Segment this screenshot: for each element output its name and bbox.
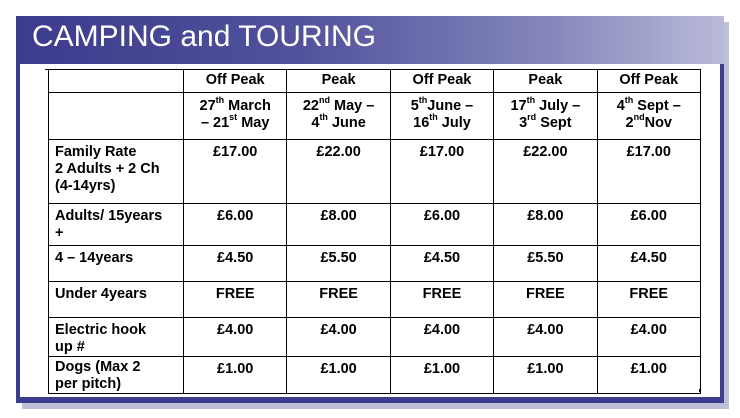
price-cell: £17.00	[184, 140, 287, 204]
price-cell: £5.50	[494, 246, 597, 282]
frame-shadow-bottom	[22, 403, 729, 409]
price-cell: FREE	[390, 282, 493, 318]
price-cell: £4.50	[597, 246, 700, 282]
season-header: Peak	[287, 70, 390, 93]
price-cell: FREE	[287, 282, 390, 318]
date-blank-cell	[49, 93, 184, 140]
price-cell: £17.00	[597, 140, 700, 204]
table-row-family-rate	[49, 140, 701, 204]
price-cell: £22.00	[494, 140, 597, 204]
table-row-adults	[49, 204, 701, 246]
price-cell: £4.50	[390, 246, 493, 282]
table-row-dogs	[49, 357, 701, 394]
season-header-row	[49, 70, 701, 93]
price-cell: FREE	[184, 282, 287, 318]
row-label: Electric hook up #	[49, 318, 184, 357]
price-cell: £8.00	[494, 204, 597, 246]
price-cell: £1.00	[597, 357, 700, 394]
price-cell: £1.00	[390, 357, 493, 394]
banner-title: CAMPING and TOURING	[32, 20, 376, 53]
price-cell: £4.50	[184, 246, 287, 282]
price-cell: £4.00	[287, 318, 390, 357]
price-cell: FREE	[597, 282, 700, 318]
price-cell: FREE	[494, 282, 597, 318]
price-cell: £6.00	[184, 204, 287, 246]
season-header: Off Peak	[390, 70, 493, 93]
price-cell: £4.00	[597, 318, 700, 357]
price-cell: £8.00	[287, 204, 390, 246]
row-label: Family Rate 2 Adults + 2 Ch (4-14yrs)	[49, 140, 184, 204]
row-label: Adults/ 15years +	[49, 204, 184, 246]
table-row-under-4	[49, 282, 701, 318]
row-label: Dogs (Max 2 per pitch)	[49, 357, 184, 394]
price-cell: £6.00	[390, 204, 493, 246]
season-header: Off Peak	[597, 70, 700, 93]
row-label: Under 4years	[49, 282, 184, 318]
title-banner	[16, 16, 724, 64]
date-range-row	[49, 93, 701, 140]
header-blank-cell	[49, 70, 184, 93]
price-cell: £1.00	[494, 357, 597, 394]
frame-shadow-right	[724, 22, 729, 409]
price-cell: £1.00	[287, 357, 390, 394]
date-range-cell: 5thJune – 16th July	[390, 93, 493, 140]
date-range-cell: 4th Sept – 2ndNov	[597, 93, 700, 140]
price-cell: £4.00	[184, 318, 287, 357]
price-table	[48, 69, 701, 394]
price-cell: £22.00	[287, 140, 390, 204]
row-label: 4 – 14years	[49, 246, 184, 282]
price-cell: £17.00	[390, 140, 493, 204]
price-cell: £6.00	[597, 204, 700, 246]
date-range-cell: 17th July – 3rd Sept	[494, 93, 597, 140]
season-header: Peak	[494, 70, 597, 93]
price-cell: £4.00	[494, 318, 597, 357]
date-range-cell: 27th March – 21st May	[184, 93, 287, 140]
table-row-children	[49, 246, 701, 282]
date-range-cell: 22nd May – 4th June	[287, 93, 390, 140]
price-cell: £4.00	[390, 318, 493, 357]
table-row-electric-hookup	[49, 318, 701, 357]
price-cell: £5.50	[287, 246, 390, 282]
season-header: Off Peak	[184, 70, 287, 93]
price-cell: £1.00	[184, 357, 287, 394]
